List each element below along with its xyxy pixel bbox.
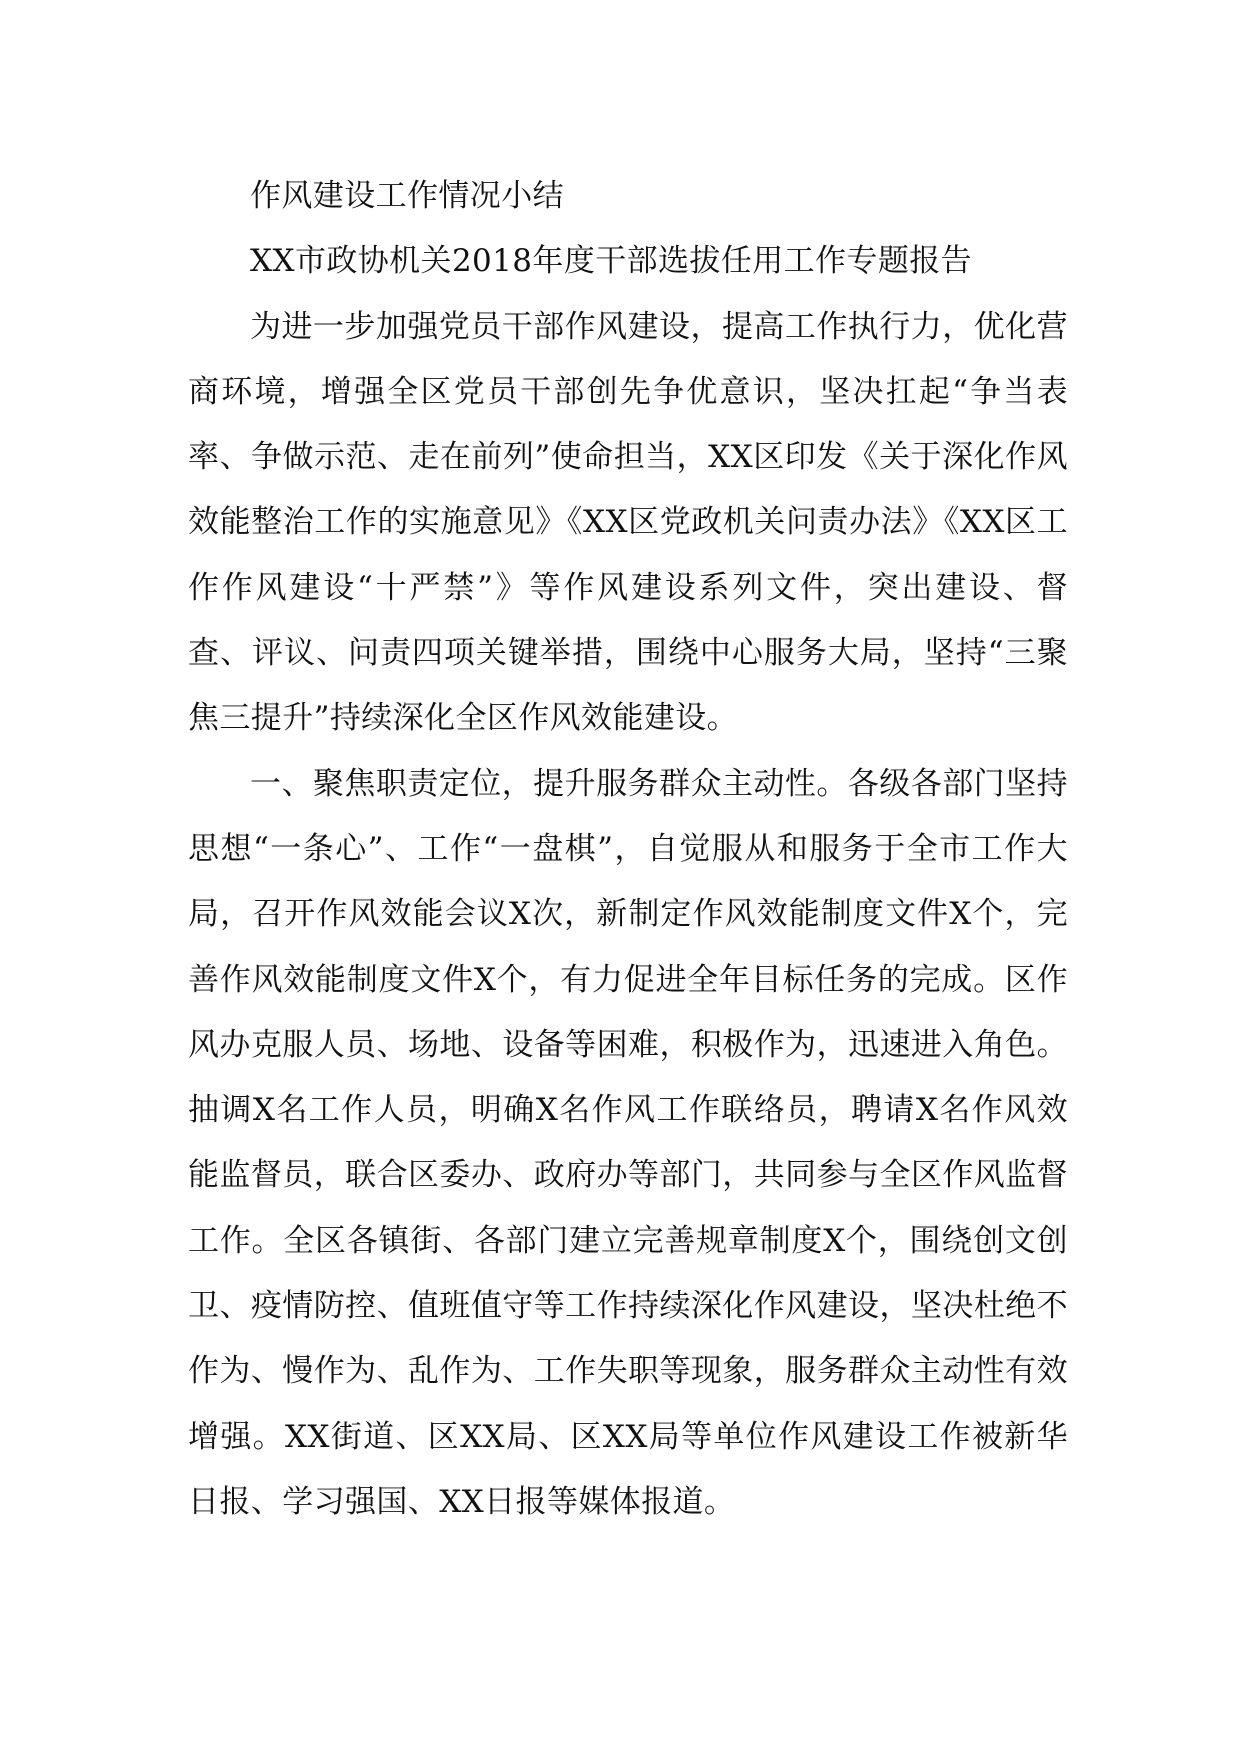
document-body [188,164,1068,1535]
paragraph-intro: 为进一步加强党员干部作风建设，提高工作执行力，优化营商环境，增强全区党员干部创先争优意识，坚决扛起“争当表率、争做示范、走在前列”使命担当，XX区印发《关于深化作风效能整治工作的实施意见》《XX区党政机关问责办法》《XX区工作作风建设“十严禁”》等作风建设系列文件，突出建设、督查、评议、问责四项关键举措，围绕中心服务大局，坚持“三聚焦三提升”持续深化全区作风效能建设。 [188,308,1068,737]
document-subtitle: XX市政协机关2018年度干部选拔任用工作专题报告 [250,243,973,280]
document-title: 作风建设工作情况小结 [250,178,564,214]
paragraph-section-one: 一、聚焦职责定位，提升服务群众主动性。各级各部门坚持思想“一条心”、工作“一盘棋”，自觉服从和服务于全市工作大局，召开作风效能会议X次，新制定作风效能制度文件X个，完善作风效能制度文件X个，有力促进全年目标任务的完成。区作风办克服人员、场地、设备等困难，积极作为，迅速进入角色。抽调X名工作人员，明确X名作风工作联络员，聘请X名作风效能监督员，联合区委办、政府办等部门，共同参与全区作风监督工作。全区各镇街、各部门建立完善规章制度X个，围绕创文创卫、疫情防控、值班值守等工作持续深化作风建设，坚决杜绝不作为、慢作为、乱作为、工作失职等现象，服务群众主动性有效增强。XX街道、区XX局、区XX局等单位作风建设工作被新华日报、学习强国、XX日报等媒体报道。 [188,765,1068,1520]
